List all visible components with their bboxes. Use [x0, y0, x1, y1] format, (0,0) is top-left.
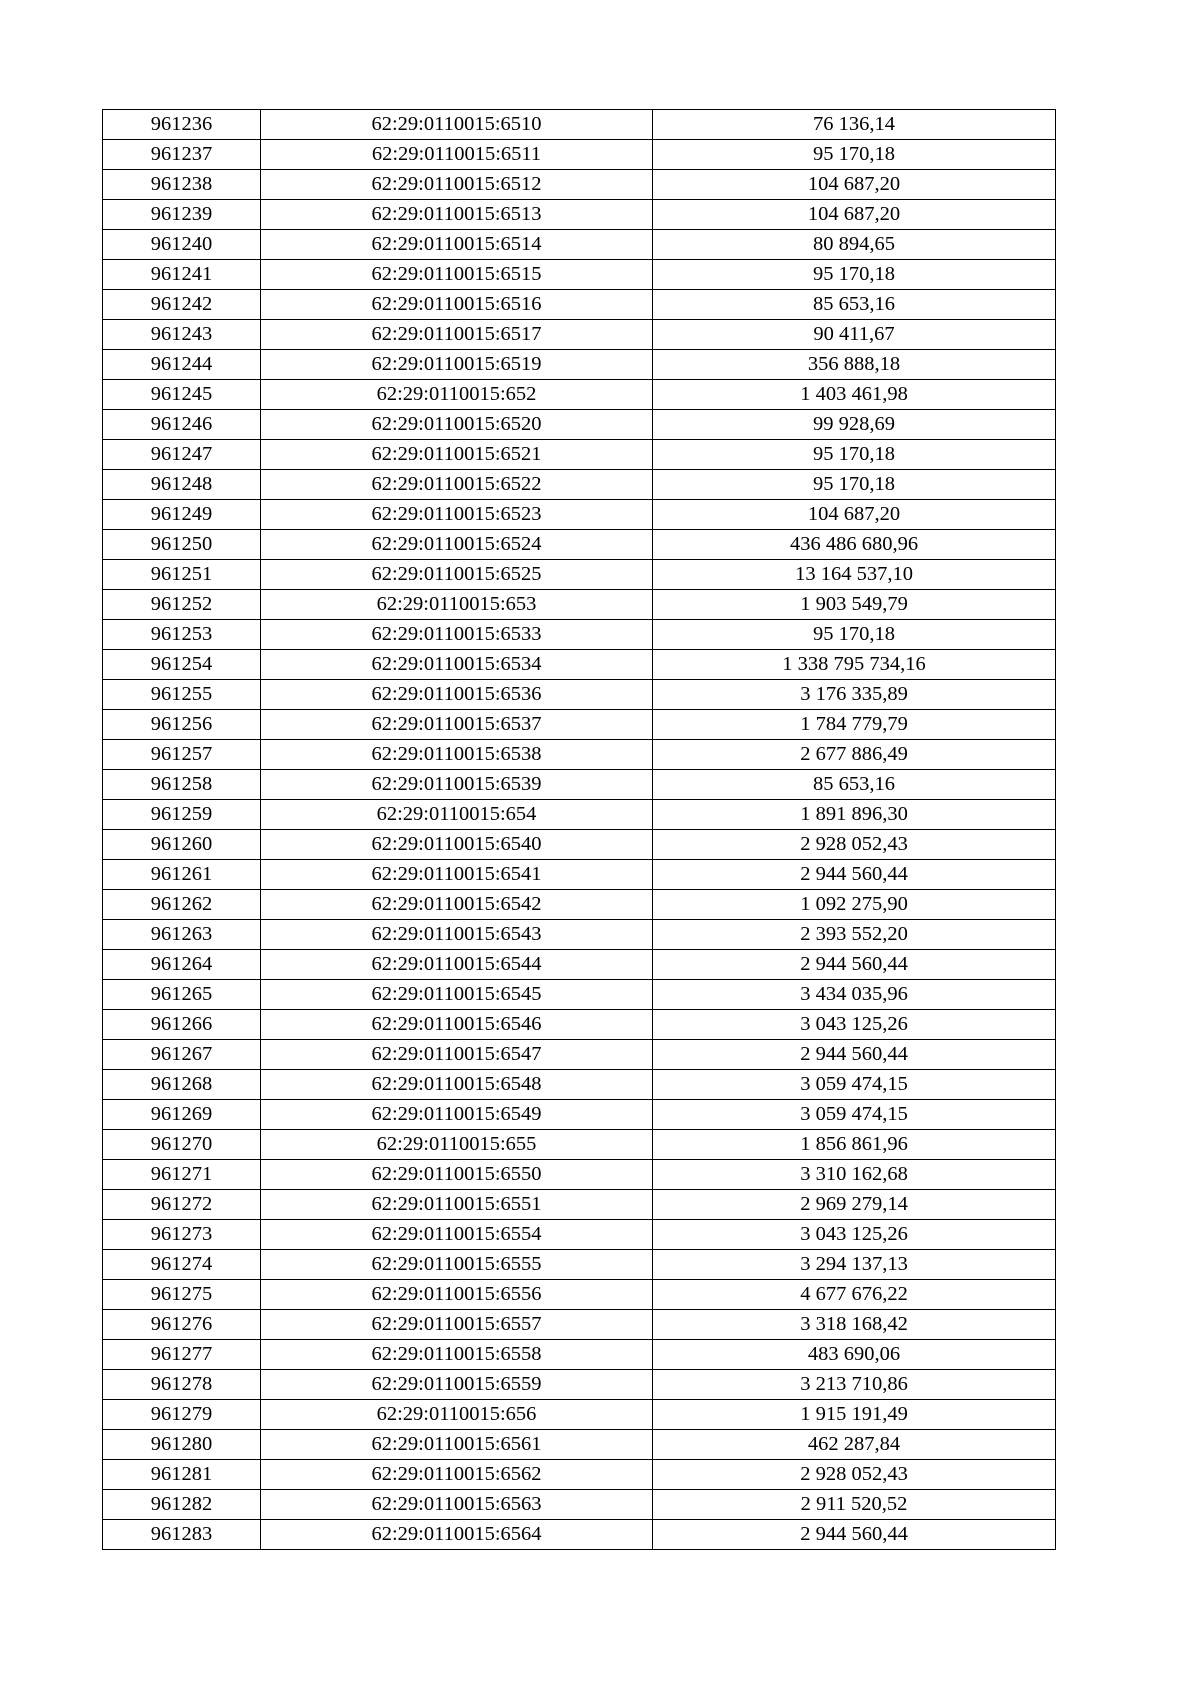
cadastral-value-cell: 2 393 552,20 — [653, 920, 1056, 950]
table-row — [103, 1190, 1056, 1220]
cadastral-value-cell: 104 687,20 — [653, 170, 1056, 200]
table-row — [103, 1130, 1056, 1160]
row-number-cell: 961237 — [103, 140, 261, 170]
cadastral-number-cell: 62:29:0110015:6538 — [261, 740, 653, 770]
table-body — [103, 110, 1056, 1550]
cadastral-value-cell: 356 888,18 — [653, 350, 1056, 380]
cadastral-number-cell: 62:29:0110015:6557 — [261, 1310, 653, 1340]
table-row — [103, 800, 1056, 830]
cadastral-number-cell: 62:29:0110015:6517 — [261, 320, 653, 350]
table-row — [103, 1220, 1056, 1250]
row-number-cell: 961236 — [103, 110, 261, 140]
table-row — [103, 830, 1056, 860]
cadastral-number-cell: 62:29:0110015:653 — [261, 590, 653, 620]
cadastral-number-cell: 62:29:0110015:6547 — [261, 1040, 653, 1070]
cadastral-number-cell: 62:29:0110015:6551 — [261, 1190, 653, 1220]
cadastral-value-cell: 85 653,16 — [653, 290, 1056, 320]
table-row — [103, 500, 1056, 530]
table-row — [103, 1460, 1056, 1490]
row-number-cell: 961243 — [103, 320, 261, 350]
row-number-cell: 961248 — [103, 470, 261, 500]
table-row — [103, 890, 1056, 920]
table-row — [103, 200, 1056, 230]
table-row — [103, 1010, 1056, 1040]
cadastral-value-cell: 90 411,67 — [653, 320, 1056, 350]
cadastral-number-cell: 62:29:0110015:6548 — [261, 1070, 653, 1100]
row-number-cell: 961240 — [103, 230, 261, 260]
row-number-cell: 961282 — [103, 1490, 261, 1520]
cadastral-number-cell: 62:29:0110015:6519 — [261, 350, 653, 380]
cadastral-number-cell: 62:29:0110015:6537 — [261, 710, 653, 740]
cadastral-number-cell: 62:29:0110015:6564 — [261, 1520, 653, 1550]
row-number-cell: 961272 — [103, 1190, 261, 1220]
cadastral-number-cell: 62:29:0110015:6540 — [261, 830, 653, 860]
cadastral-number-cell: 62:29:0110015:6545 — [261, 980, 653, 1010]
cadastral-number-cell: 62:29:0110015:6562 — [261, 1460, 653, 1490]
table-row — [103, 380, 1056, 410]
table-row — [103, 230, 1056, 260]
table-row — [103, 860, 1056, 890]
table-row — [103, 1310, 1056, 1340]
cadastral-number-cell: 62:29:0110015:655 — [261, 1130, 653, 1160]
cadastral-value-cell: 2 944 560,44 — [653, 1520, 1056, 1550]
row-number-cell: 961275 — [103, 1280, 261, 1310]
row-number-cell: 961271 — [103, 1160, 261, 1190]
table-row — [103, 290, 1056, 320]
cadastral-value-cell: 4 677 676,22 — [653, 1280, 1056, 1310]
row-number-cell: 961266 — [103, 1010, 261, 1040]
cadastral-number-cell: 62:29:0110015:6541 — [261, 860, 653, 890]
cadastral-value-cell: 95 170,18 — [653, 440, 1056, 470]
row-number-cell: 961267 — [103, 1040, 261, 1070]
table-row — [103, 1100, 1056, 1130]
table-row — [103, 740, 1056, 770]
table-row — [103, 1250, 1056, 1280]
row-number-cell: 961281 — [103, 1460, 261, 1490]
cadastral-value-cell: 3 213 710,86 — [653, 1370, 1056, 1400]
cadastral-number-cell: 62:29:0110015:6536 — [261, 680, 653, 710]
cadastral-value-cell: 3 176 335,89 — [653, 680, 1056, 710]
cadastral-number-cell: 62:29:0110015:6511 — [261, 140, 653, 170]
cadastral-number-cell: 62:29:0110015:6524 — [261, 530, 653, 560]
row-number-cell: 961264 — [103, 950, 261, 980]
cadastral-number-cell: 62:29:0110015:6525 — [261, 560, 653, 590]
cadastral-number-cell: 62:29:0110015:6513 — [261, 200, 653, 230]
table-row — [103, 1070, 1056, 1100]
table-row — [103, 1160, 1056, 1190]
cadastral-value-cell: 2 944 560,44 — [653, 950, 1056, 980]
cadastral-number-cell: 62:29:0110015:654 — [261, 800, 653, 830]
table-row — [103, 590, 1056, 620]
cadastral-number-cell: 62:29:0110015:6521 — [261, 440, 653, 470]
cadastral-value-cell: 3 434 035,96 — [653, 980, 1056, 1010]
cadastral-number-cell: 62:29:0110015:6559 — [261, 1370, 653, 1400]
table-row — [103, 980, 1056, 1010]
table-row — [103, 620, 1056, 650]
table-row — [103, 470, 1056, 500]
row-number-cell: 961255 — [103, 680, 261, 710]
cadastral-value-cell: 3 043 125,26 — [653, 1010, 1056, 1040]
cadastral-value-table — [102, 109, 1056, 1550]
cadastral-value-cell: 3 310 162,68 — [653, 1160, 1056, 1190]
cadastral-value-cell: 95 170,18 — [653, 620, 1056, 650]
row-number-cell: 961245 — [103, 380, 261, 410]
table-row — [103, 1280, 1056, 1310]
row-number-cell: 961261 — [103, 860, 261, 890]
row-number-cell: 961249 — [103, 500, 261, 530]
cadastral-value-cell: 2 969 279,14 — [653, 1190, 1056, 1220]
cadastral-value-cell: 2 928 052,43 — [653, 830, 1056, 860]
row-number-cell: 961278 — [103, 1370, 261, 1400]
row-number-cell: 961262 — [103, 890, 261, 920]
table-row — [103, 320, 1056, 350]
row-number-cell: 961256 — [103, 710, 261, 740]
cadastral-value-cell: 99 928,69 — [653, 410, 1056, 440]
row-number-cell: 961259 — [103, 800, 261, 830]
cadastral-value-cell: 1 403 461,98 — [653, 380, 1056, 410]
cadastral-value-cell: 436 486 680,96 — [653, 530, 1056, 560]
cadastral-value-cell: 2 944 560,44 — [653, 1040, 1056, 1070]
cadastral-value-cell: 3 294 137,13 — [653, 1250, 1056, 1280]
table-row — [103, 1340, 1056, 1370]
row-number-cell: 961252 — [103, 590, 261, 620]
row-number-cell: 961246 — [103, 410, 261, 440]
table-row — [103, 110, 1056, 140]
cadastral-number-cell: 62:29:0110015:6543 — [261, 920, 653, 950]
row-number-cell: 961274 — [103, 1250, 261, 1280]
cadastral-value-cell: 2 911 520,52 — [653, 1490, 1056, 1520]
cadastral-number-cell: 62:29:0110015:6542 — [261, 890, 653, 920]
cadastral-value-cell: 1 903 549,79 — [653, 590, 1056, 620]
cadastral-value-cell: 483 690,06 — [653, 1340, 1056, 1370]
row-number-cell: 961250 — [103, 530, 261, 560]
row-number-cell: 961257 — [103, 740, 261, 770]
cadastral-number-cell: 62:29:0110015:6558 — [261, 1340, 653, 1370]
table-row — [103, 1040, 1056, 1070]
cadastral-number-cell: 62:29:0110015:6510 — [261, 110, 653, 140]
table-row — [103, 920, 1056, 950]
cadastral-value-cell: 1 856 861,96 — [653, 1130, 1056, 1160]
cadastral-number-cell: 62:29:0110015:656 — [261, 1400, 653, 1430]
row-number-cell: 961251 — [103, 560, 261, 590]
cadastral-number-cell: 62:29:0110015:6555 — [261, 1250, 653, 1280]
cadastral-value-cell: 1 891 896,30 — [653, 800, 1056, 830]
cadastral-value-cell: 1 784 779,79 — [653, 710, 1056, 740]
cadastral-number-cell: 62:29:0110015:6561 — [261, 1430, 653, 1460]
table-row — [103, 1430, 1056, 1460]
cadastral-value-cell: 2 944 560,44 — [653, 860, 1056, 890]
row-number-cell: 961242 — [103, 290, 261, 320]
table-row — [103, 1370, 1056, 1400]
cadastral-number-cell: 62:29:0110015:6554 — [261, 1220, 653, 1250]
cadastral-value-cell: 1 338 795 734,16 — [653, 650, 1056, 680]
cadastral-value-cell: 13 164 537,10 — [653, 560, 1056, 590]
cadastral-number-cell: 62:29:0110015:6534 — [261, 650, 653, 680]
cadastral-value-cell: 2 677 886,49 — [653, 740, 1056, 770]
row-number-cell: 961280 — [103, 1430, 261, 1460]
table-row — [103, 770, 1056, 800]
table-row — [103, 530, 1056, 560]
row-number-cell: 961265 — [103, 980, 261, 1010]
row-number-cell: 961247 — [103, 440, 261, 470]
row-number-cell: 961239 — [103, 200, 261, 230]
cadastral-value-cell: 104 687,20 — [653, 200, 1056, 230]
table-row — [103, 410, 1056, 440]
table-row — [103, 650, 1056, 680]
cadastral-value-cell: 95 170,18 — [653, 140, 1056, 170]
cadastral-number-cell: 62:29:0110015:6546 — [261, 1010, 653, 1040]
cadastral-value-cell: 3 043 125,26 — [653, 1220, 1056, 1250]
table-row — [103, 1520, 1056, 1550]
row-number-cell: 961263 — [103, 920, 261, 950]
cadastral-number-cell: 62:29:0110015:652 — [261, 380, 653, 410]
row-number-cell: 961254 — [103, 650, 261, 680]
cadastral-number-cell: 62:29:0110015:6512 — [261, 170, 653, 200]
cadastral-value-cell: 2 928 052,43 — [653, 1460, 1056, 1490]
cadastral-value-cell: 1 915 191,49 — [653, 1400, 1056, 1430]
row-number-cell: 961273 — [103, 1220, 261, 1250]
row-number-cell: 961260 — [103, 830, 261, 860]
table-row — [103, 140, 1056, 170]
table-row — [103, 350, 1056, 380]
cadastral-value-cell: 95 170,18 — [653, 470, 1056, 500]
cadastral-value-cell: 95 170,18 — [653, 260, 1056, 290]
cadastral-value-cell: 104 687,20 — [653, 500, 1056, 530]
cadastral-value-cell: 3 318 168,42 — [653, 1310, 1056, 1340]
cadastral-value-cell: 76 136,14 — [653, 110, 1056, 140]
cadastral-value-cell: 85 653,16 — [653, 770, 1056, 800]
cadastral-value-cell: 1 092 275,90 — [653, 890, 1056, 920]
row-number-cell: 961269 — [103, 1100, 261, 1130]
row-number-cell: 961277 — [103, 1340, 261, 1370]
row-number-cell: 961283 — [103, 1520, 261, 1550]
row-number-cell: 961279 — [103, 1400, 261, 1430]
row-number-cell: 961270 — [103, 1130, 261, 1160]
table-row — [103, 440, 1056, 470]
row-number-cell: 961268 — [103, 1070, 261, 1100]
table-row — [103, 560, 1056, 590]
cadastral-number-cell: 62:29:0110015:6550 — [261, 1160, 653, 1190]
cadastral-value-cell: 462 287,84 — [653, 1430, 1056, 1460]
cadastral-number-cell: 62:29:0110015:6563 — [261, 1490, 653, 1520]
cadastral-number-cell: 62:29:0110015:6533 — [261, 620, 653, 650]
table-row — [103, 950, 1056, 980]
cadastral-number-cell: 62:29:0110015:6520 — [261, 410, 653, 440]
table-row — [103, 710, 1056, 740]
cadastral-number-cell: 62:29:0110015:6539 — [261, 770, 653, 800]
row-number-cell: 961238 — [103, 170, 261, 200]
table-row — [103, 170, 1056, 200]
cadastral-number-cell: 62:29:0110015:6516 — [261, 290, 653, 320]
row-number-cell: 961258 — [103, 770, 261, 800]
table-row — [103, 680, 1056, 710]
cadastral-value-cell: 80 894,65 — [653, 230, 1056, 260]
cadastral-value-cell: 3 059 474,15 — [653, 1100, 1056, 1130]
cadastral-number-cell: 62:29:0110015:6549 — [261, 1100, 653, 1130]
cadastral-value-cell: 3 059 474,15 — [653, 1070, 1056, 1100]
cadastral-number-cell: 62:29:0110015:6515 — [261, 260, 653, 290]
cadastral-number-cell: 62:29:0110015:6556 — [261, 1280, 653, 1310]
cadastral-number-cell: 62:29:0110015:6544 — [261, 950, 653, 980]
cadastral-number-cell: 62:29:0110015:6514 — [261, 230, 653, 260]
row-number-cell: 961253 — [103, 620, 261, 650]
row-number-cell: 961244 — [103, 350, 261, 380]
cadastral-number-cell: 62:29:0110015:6522 — [261, 470, 653, 500]
table-row — [103, 260, 1056, 290]
cadastral-number-cell: 62:29:0110015:6523 — [261, 500, 653, 530]
table-row — [103, 1490, 1056, 1520]
table-row — [103, 1400, 1056, 1430]
row-number-cell: 961276 — [103, 1310, 261, 1340]
row-number-cell: 961241 — [103, 260, 261, 290]
